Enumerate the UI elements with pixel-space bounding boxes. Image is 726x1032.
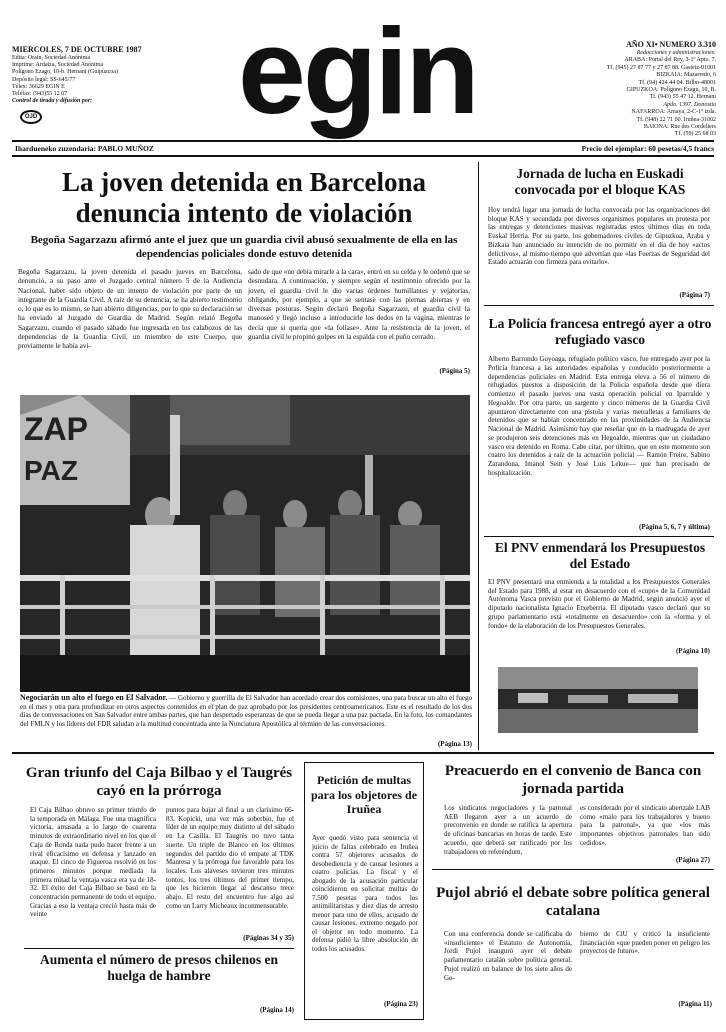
director-line: Ihardueneko zuzendaria: PABLO MUÑOZ xyxy=(15,144,154,153)
banking-body-col1: Los sindicatos negociadores y la patronal AEB llegaron ayer a un acuerdo de preconvenio en donde se ratifica la apertura de oficinas bancarias en horas de tarde. Este acuerdo, que deberá ser ratificado por los trabajadores en referéndum, xyxy=(444,804,572,856)
basket-body-col1: El Caja Bilbao obtuvo su primer triunfo de la temporada en Málaga. Fue una magnífica victoria, amasada a lo largo de cuarenta minutos de extraordinario nivel en los que el Caja de Ronda nada pudo hacer frente a un rival eficacísimo en defensa y lanzado en ataque. El cinco de Figueroa resolvió en los primeros minutos porque mediada la primera mitad la ventaja vasca era ya de 18-32. El éxito del Caja Bilbao se basó en la concentración permanente de todo el equipo. Gracias a eso la ventaja creció hasta más de veinte xyxy=(30,806,156,919)
refugee-headline: La Policía francesa entregó ayer a otro refugiado vasco xyxy=(488,316,712,347)
hunger-rule xyxy=(24,948,294,949)
kas-headline: Jornada de lucha en Euskadi convocada por el bloque KAS xyxy=(514,166,686,197)
column-divider xyxy=(478,162,479,750)
masthead-rule xyxy=(12,140,714,142)
objectors-body: Ayer quedó visto para sentencia el juicio de faltas celebrado en Iruñea contra 57 objetores acusados de desobediencia y de causar lesiones a cuatro policías. La fiscal y el abogado de la acusación particular coincidieron en solicitar multas de 7.500 pesetas para todos los antimilitaristas y diez días de arresto menor para uno de ellos, acusado de causar lesiones, extremo negado por el objetor en todo momento. La defensa pidió la libre absolución de todos los acusados. xyxy=(312,834,418,953)
price-line: Precio del ejemplar: 60 pesetas/4,5 francs xyxy=(581,144,714,153)
banking-headline: Preacuerdo en el convenio de Banca con jornada partida xyxy=(444,763,702,797)
lead-body-col1: Begoña Sagarzazu, la joven detenida el pasado jueves en Barcelona, denunció, a su paso ante el Juzgado central número 5 de la Audiencia Nacional, haber sido objeto de un intento de violación por parte de un integrante de la Guardia Civil. A raíz de su denuncia, se ha abierto testimonio o, lo que es lo mismo, se han abierto diligencias, por lo que su declaración se ha enviado al Juzgado de Guardia de Madrid. Según relató Begoña Sagarzazu, cuando el pasado sábado fue ingresada en los calabozos de las dependencias de la Guardia Civil, un miembro de este Cuerpo, que previamente le había avi- xyxy=(18,268,242,351)
parliament-photo-image xyxy=(498,667,698,733)
svg-text:PAZ: PAZ xyxy=(24,455,78,486)
pnv-headline: El PNV enmendará los Presupuestos del Estado xyxy=(494,540,706,571)
objectors-headline: Petición de multas para los objetores de Iruñea xyxy=(310,773,418,816)
refugee-page-ref: (Página 5, 6, 7 y última) xyxy=(639,523,710,531)
caption-title: Negociarán un alto el fuego en El Salvador. xyxy=(20,693,168,702)
kas-page-ref: (Página 7) xyxy=(679,291,710,299)
kas-body: Hoy tendrá lugar una jornada de lucha convocada por las organizaciones del bloque KAS y secundada por diversos organismos populares en protesta por las entregas y detenciones masivas registradas estos últimos días en toda Euskal Herria. Por su parte, los gobernadores civiles de Gipuzkoa, Araba y Bizkaia han anunciado su intención de no permitir en el día de hoy «actos delictivos», al mismo tiempo que advertían que «las Fuerzas de Seguridad del Estado actuarán con firmeza para evitarlo». xyxy=(488,206,710,267)
issue-number: AÑO XI• NUMERO 3.310 xyxy=(626,40,716,49)
refugee-body: Alberto Barrondo Goyoaga, refugiado político vasco, fue entregado ayer por la Policía francesa a las autoridades españolas y conducido posteriormente a dependencias policiales en Madrid. Esta entrega eleva a 56 el número de refugiados puestos a disposición de la Policía española desde que diera comienzo el pasado jueves una vasta operación policial en Iparralde y Hegoalde. Por otra parte, un sargento y cinco números de la Guardia Civil apuntaron directamente con una pistola y varias metralletas a familiares de detenidos que se habían concentrado en las proximidades de la Audiencia Nacional de Madrid. Asimismo hay que reseñar que en la madrugada de ayer se produjeron seis detenciones más en Hegoalde, mientras que un ciudadano vasco era detenido en Roma. Cabe citar, por último, que en este momento son cuatro los detenidos a raíz de la actuación policial — Ramón Freire, Sabino Zarandona, Imanol Sein y José Luis Lekue— que han precisado de hospitalización. xyxy=(488,355,710,477)
pnv-page-ref: (Página 10) xyxy=(675,647,710,655)
parliament-photo xyxy=(498,667,698,733)
banking-body-col2: es considerado por el sindicato abertzale LAB como «malo para los trabajadores y bueno para la patronal», ya que «los más importantes objetivos patronales han sido cedidos». xyxy=(580,804,710,847)
issue-date: MIERCOLES, 7 DE OCTUBRE 1987 xyxy=(12,45,142,54)
lead-page-ref: (Página 5) xyxy=(439,367,470,375)
masthead-rule-2 xyxy=(12,155,714,157)
editorial-offices: AÑO XI• NUMERO 3.310 Redacciones y administraciones: ARABA: Portal del Rey, 3-1º Apto. 7. Tf. (945) 27 87 77 y 27 87 88. Gasteiz-01001 BIZKAIA: Mazarredo, 6 Tf. (94) 424 44 04. Bilbo-48001 GIPUZKOA: Polígono Ezagu, 10, B. Tf. (943) 55 47 12. Hernani Apdo. 1397. Donostia NAFARROA: Amaya, 2-C-1º izda. Tf. (948) 22 71 00. Iruñea-31002 BAIONA: Rue des Cordeliers Tf. (59) 25 68 03 xyxy=(571,40,716,139)
banking-page-ref: (Página 27) xyxy=(675,856,710,864)
objectors-page-ref: (Página 23) xyxy=(383,1000,418,1008)
photo-page-ref: (Página 13) xyxy=(437,740,472,748)
right-rule-1 xyxy=(484,305,714,306)
basket-page-ref: (Páginas 34 y 35) xyxy=(243,934,294,942)
pujol-body-col2: bierno de CiU y criticó la insuficiente financiación «que pueden poner en peligro los proyectos de futuro». xyxy=(580,930,710,956)
basket-headline: Gran triunfo del Caja Bilbao y el Taugrés cayó en la prórroga xyxy=(25,765,293,799)
pujol-page-ref: (Página 11) xyxy=(678,1000,712,1008)
pnv-body: El PNV presentará una enmienda a la totalidad a los Presupuestos Generales del Estado para 1988, al estar en desacuerdo con el «cupo» de la Comunidad Autónoma Vasca previsto por el Gobierno de Madrid, según anunció ayer el diputado nacionalista Ignacio Etxeberria. El diputado vasco declaró que su grupo parlamentario está «totalmente en desacuerdo» con la «forma y el fondo» de la elaboración de los Presupuestos Generales. xyxy=(488,578,710,630)
salvador-photo xyxy=(20,395,470,692)
hunger-strike-headline: Aumenta el número de presos chilenos en huelga de hambre xyxy=(39,952,278,983)
pujol-headline: Pujol abrió el debate sobre política general catalana xyxy=(436,885,710,919)
right-rule-2 xyxy=(484,536,714,537)
publisher-info: Edita: Orain, Sociedad Anónima Imprime: Ardatza, Sociedad Anónima Polígono Ezago, 10-b. Hernani (Guipúzcoa) Depósito legal: SS-645/77 Télex: 36629 EGIN E Teléfax: (943)55 12 07 Control de tirada y difusión por: xyxy=(12,55,118,105)
pujol-body-col1: Con una conferencia donde se calificaba de «insuficiente» el Estatuto de Autonomía, Jordi Pujol inauguró ayer el debate parlamentario catalán sobre política general. Pujol realizó un balance de los siete años de Go- xyxy=(444,930,572,982)
hunger-strike-page-ref: (Página 14) xyxy=(259,1006,294,1014)
lead-body-col2: sado de que «no debía mirarle a la cara», entró en su celda y le ordenó que se desnudara. A continuación, y siempre según el testimonio ofrecido por la joven, el guardia civil le dio varias órdenes humillantes y vejatorias, obligando, por ejemplo, a que se sentase con las piernas abiertas y en diversas posturas. Según declaró Begoña Sagarzazu, el guardia civil la manoseó y llegó incluso a introducirle los dedos en la vagina, mientras le decía que si quería que «la follase». Ante la resistencia de la joven, el guardia civil le propinó golpes en la espalda con el puño cerrado. xyxy=(248,268,470,342)
crowd-photo-image xyxy=(20,395,470,692)
lead-subhead: Begoña Sagarzazu afirmó ante el juez que un guardia civil abusó sexualmente de ella en las dependencias policiales donde estuvo detenida xyxy=(30,234,458,260)
masthead-logo: egin xyxy=(238,3,477,139)
banking-rule xyxy=(432,869,714,870)
bottom-section-rule xyxy=(12,752,714,754)
ojd-logo: OJD xyxy=(20,110,42,124)
caption-text: — Gobierno y guerrilla de El Salvador han acordado crear dos comisiones, una para buscar un alto el fuego en el mes y otra para profundizar en otros aspectos contenidos en el plan de paz aprobado por los presidentes centroamericanos. Este es el resultado de los dos días de conversaciones en San Salvador entre ambas partes, que han despertado esperanzas de que se pueda llegar a una paz pactada. En la foto, los comandantes del FMLN y los líderes del FDR saludan a la multitud concentrada ante la Nunciatura Apostólica al término de las conversaciones. xyxy=(20,694,472,728)
svg-text:ZAP: ZAP xyxy=(24,411,88,447)
photo-caption xyxy=(20,694,472,728)
basket-body-col2: puntos para bajar al final a un clarísimo 66-83. Kopicki, una vez más soberbio, fue el líder de un equipo muy distinto al del sábado en La Casilla. El Taugrés no tuvo tanta suerte. Un triple de Blanco en los últimos segundos del partido dio el empate al TDK Manresa y la prórroga fue favorable para los locales. Los alaveses tuvieron tres minutos tontos, los tres últimos del primer tiempo, que les hicieron llegar al descanso trece abajo. El resto del encuentro fue algo así como un Larry Micheaux inconmensurable. xyxy=(166,806,294,910)
lead-headline: La joven detenida en Barcelona denuncia intento de violación xyxy=(62,167,426,228)
